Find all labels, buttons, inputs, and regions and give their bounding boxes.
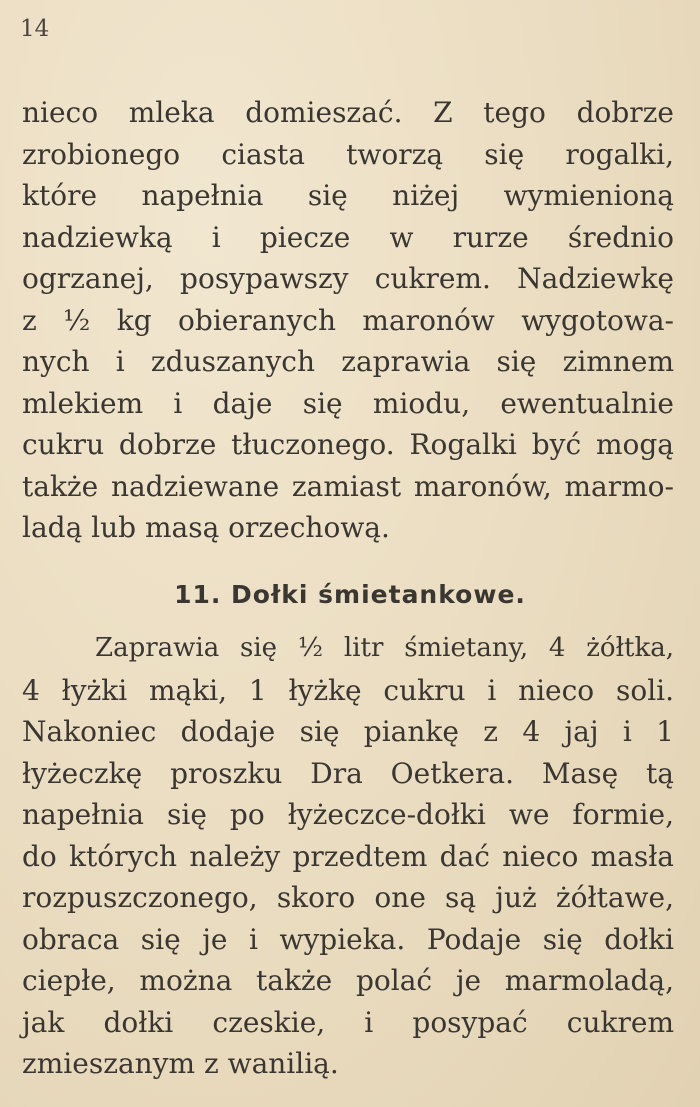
- text-line: ladą lub masą orzechową.: [22, 511, 390, 544]
- text-line: łyżeczkę proszku Dra Oetkera. Masę tą: [22, 756, 674, 790]
- text-line: nych i zduszanych zaprawia się zimnem: [22, 345, 674, 378]
- text-line: napełnia się po łyżeczce-dołki we formie,: [22, 798, 674, 831]
- text-line: nadziewką i piecze w rurze średnio: [22, 220, 674, 254]
- text-line: Nakoniec dodaje się piankę z 4 jaj i 1: [22, 715, 674, 748]
- paragraph-recipe: [22, 628, 674, 1085]
- paragraph-filling: [22, 92, 674, 549]
- page-number: 14: [20, 16, 50, 42]
- text-line: mlekiem i daje się miodu, ewentualnie: [22, 386, 674, 420]
- text-line: obraca się je i wypieka. Podaje się dołki: [22, 922, 674, 956]
- text-line: ogrzanej, posypawszy cukrem. Nadziewkę: [22, 262, 674, 295]
- text-line: które napełnia się niżej wymienioną: [22, 179, 674, 212]
- text-line: z ½ kg obieranych maronów wygotowa-: [22, 303, 674, 337]
- text-line: cukru dobrze tłuczonego. Rogalki być mogą: [22, 428, 674, 461]
- text-line: jak dołki czeskie, i posypać cukrem: [22, 1005, 674, 1039]
- recipe-heading: 11. Dołki śmietankowe.: [174, 580, 526, 609]
- text-line: do których należy przedtem dać nieco masła: [22, 839, 674, 873]
- text-line: Zaprawia się ½ litr śmietany, 4 żółtka,: [95, 633, 674, 663]
- text-line: nieco mleka domieszać. Z tego dobrze: [22, 96, 674, 129]
- text-line: ciepłe, można także polać je marmoladą,: [22, 964, 674, 997]
- text-line: zrobionego ciasta tworzą się rogalki,: [22, 137, 674, 171]
- text-line: 4 łyżki mąki, 1 łyżkę cukru i nieco soli.: [22, 673, 674, 707]
- text-line: także nadziewane zamiast maronów, marmo-: [22, 469, 674, 503]
- text-line: zmieszanym z wanilią.: [22, 1047, 339, 1080]
- text-line: rozpuszczonego, skoro one są już żółtawe,: [22, 881, 674, 914]
